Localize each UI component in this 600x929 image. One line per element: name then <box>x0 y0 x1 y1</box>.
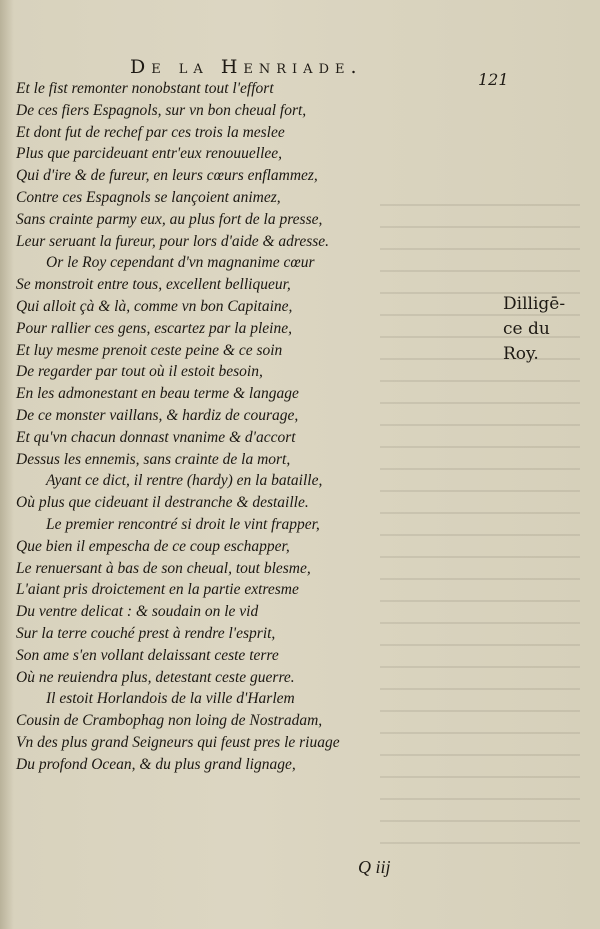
verse-line: Pour rallier ces gens, escartez par la pleine, <box>16 319 292 337</box>
verse-line: L'aiant pris droictement en la partie extresme <box>16 581 299 599</box>
margin-note <box>503 292 583 367</box>
verse-line: Leur seruant la fureur, pour lors d'aide & adresse. <box>16 232 330 250</box>
margin-note-line: Dilligē- <box>503 294 566 314</box>
page-gutter <box>0 0 14 929</box>
verse-line: Se monstroit entre tous, excellent belliqueur, <box>16 276 291 294</box>
verse-line: Sur la terre couché prest à rendre l'esprit, <box>16 624 276 642</box>
verse-line: Sans crainte parmy eux, au plus fort de la presse, <box>16 210 323 228</box>
verse-line: Il estoit Horlandois de la ville d'Harlem <box>46 690 295 708</box>
margin-note-line: Roy. <box>503 344 539 364</box>
verse-line: Et qu'vn chacun donnast vnanime & d'accort <box>16 428 296 446</box>
verse-line: Et luy mesme prenoit ceste peine & ce soin <box>16 341 283 359</box>
verse-line: Où ne reuiendra plus, detestant ceste guerre. <box>16 668 295 686</box>
margin-note-line: ce du <box>503 319 550 339</box>
verse-line: Que bien il empescha de ce coup eschapper, <box>16 537 290 555</box>
verse-line: En les admonestant en beau terme & langage <box>16 385 299 403</box>
verse-line: De regarder par tout où il estoit besoin, <box>16 363 263 381</box>
signature-mark: Q iij <box>358 857 391 877</box>
verse-line: Le premier rencontré si droit le vint frapper, <box>46 515 320 533</box>
verse-line: Du profond Ocean, & du plus grand lignage, <box>16 755 296 773</box>
verse-line: Dessus les ennemis, sans crainte de la mort, <box>16 450 291 468</box>
verse-line: Où plus que cideuant il destranche & destaille. <box>16 494 309 512</box>
verse-line: Contre ces Espagnols se lançoient animez, <box>16 188 281 206</box>
verse-line: Son ame s'en vollant delaissant ceste terre <box>16 646 279 664</box>
verse-line: Plus que parcideuant entr'eux renouuellee, <box>16 145 283 163</box>
verse-line: Ayant ce dict, il rentre (hardy) en la bataille, <box>46 472 323 490</box>
running-head: De la Henriade. <box>130 56 363 78</box>
verse-line: Vn des plus grand Seigneurs qui feust pres le riuage <box>16 733 340 751</box>
verse-block <box>16 78 486 776</box>
verse-line: Cousin de Crambophag non loing de Nostradam, <box>16 712 323 730</box>
verse-line: Et le fist remonter nonobstant tout l'effort <box>16 80 274 97</box>
verse-line: De ce monster vaillans, & hardiz de courage, <box>16 406 299 424</box>
page-number: 121 <box>478 70 509 89</box>
verse-line: Qui alloit çà & là, comme vn bon Capitaine, <box>16 297 293 315</box>
verse-line: Qui d'ire & de fureur, en leurs cœurs enflammez, <box>16 167 318 185</box>
verse-line: Le renuersant à bas de son cheual, tout blesme, <box>16 559 311 577</box>
verse-line: Et dont fut de rechef par ces trois la meslee <box>16 123 285 141</box>
verse-line: De ces fiers Espagnols, sur vn bon cheual fort, <box>16 101 307 119</box>
verse-line: Or le Roy cependant d'vn magnanime cœur <box>46 254 315 272</box>
verse-line: Du ventre delicat : & soudain on le vid <box>16 603 259 621</box>
